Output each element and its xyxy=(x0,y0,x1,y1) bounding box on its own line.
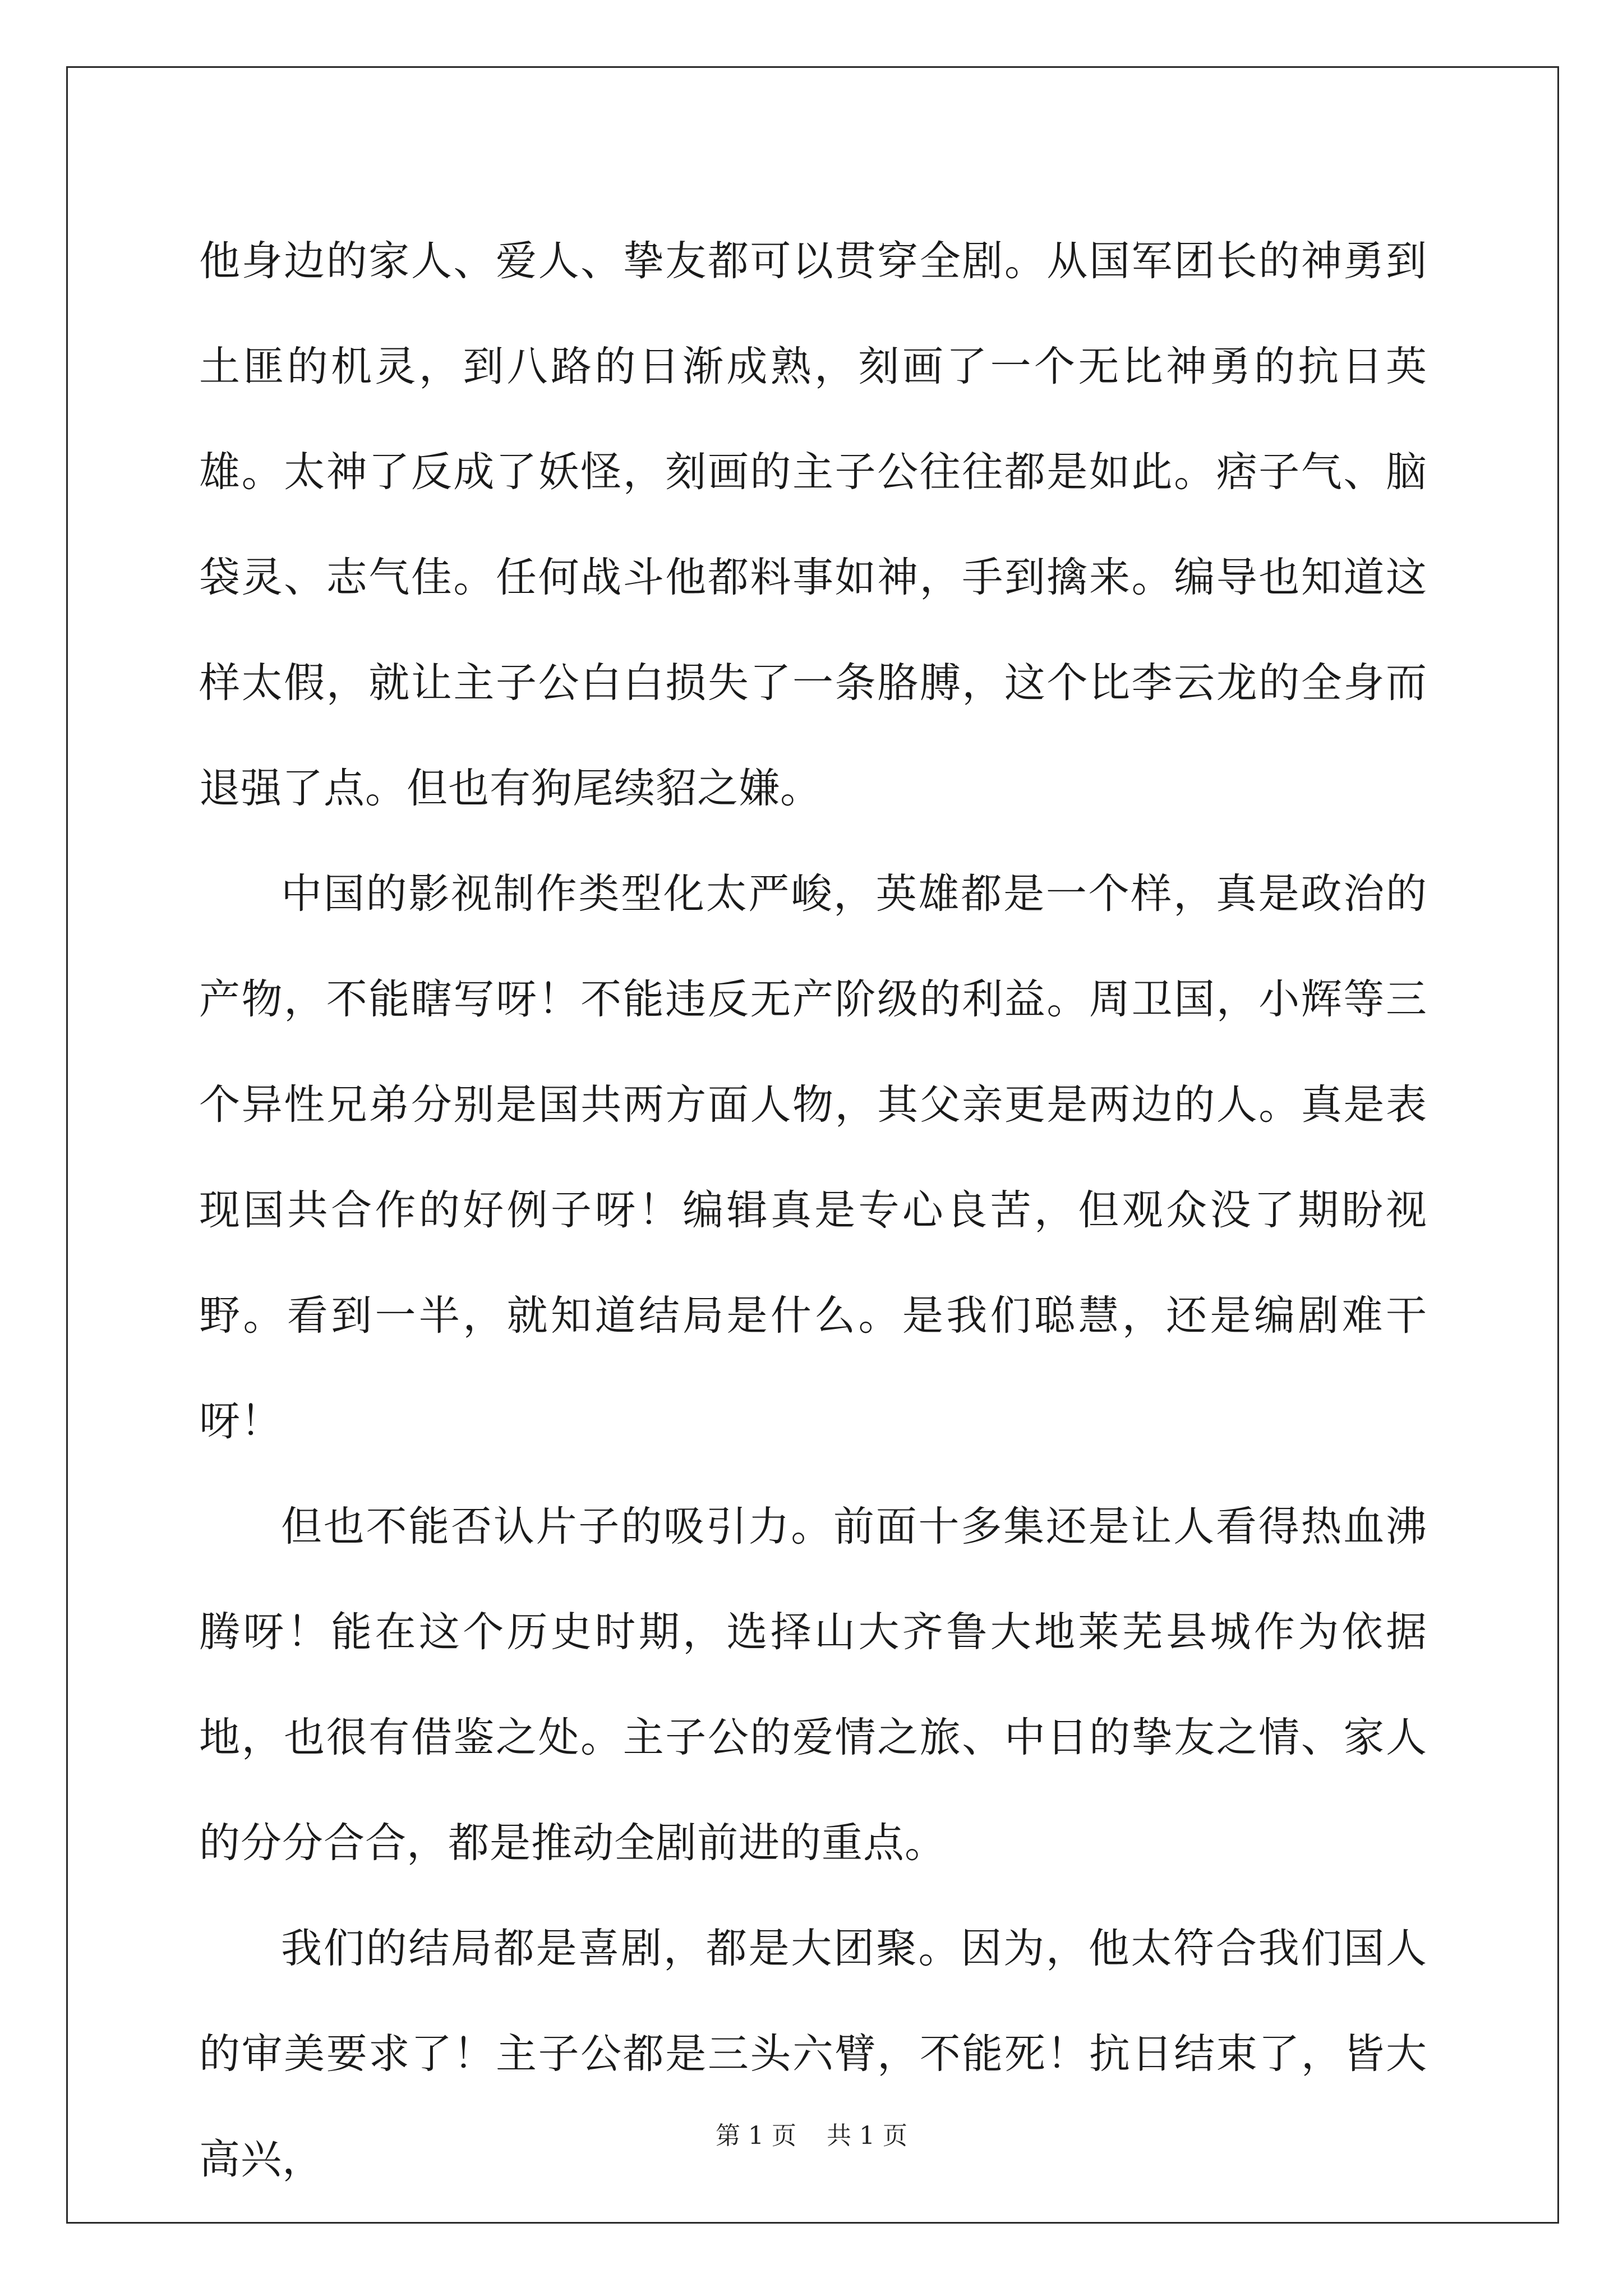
document-body xyxy=(199,209,1427,2212)
page-footer xyxy=(0,2119,1623,2153)
page-total: 共 1 页 xyxy=(827,2122,907,2150)
paragraph-4: 我们的结局都是喜剧，都是大团聚。因为，他太符合我们国人的审美要求了！主子公都是三头六臂，不能死！抗日结束了，皆大高兴， xyxy=(199,1925,1427,2183)
paragraph-3: 但也不能否认片子的吸引力。前面十多集还是让人看得热血沸腾呀！能在这个历史时期，选择山大齐鲁大地莱芜县城作为依据地，也很有借鉴之处。主子公的爱情之旅、中日的挚友之情、家人的分分合合，都是推动全剧前进的重点。 xyxy=(199,1503,1427,1867)
paragraph-1: 他身边的家人、爱人、挚友都可以贯穿全剧。从国军团长的神勇到土匪的机灵，到八路的日渐成熟，刻画了一个无比神勇的抗日英雄。太神了反成了妖怪，刻画的主子公往往都是如此。痞子气、脑袋灵、志气佳。任何战斗他都料事如神，手到擒来。编导也知道这样太假，就让主子公白白损失了一条胳膊，这个比李云龙的全身而退强了点。但也有狗尾续貂之嫌。 xyxy=(199,237,1427,812)
paragraph-2: 中国的影视制作类型化太严峻，英雄都是一个样，真是政治的产物，不能瞎写呀！不能违反无产阶级的利益。周卫国，小辉等三个异性兄弟分别是国共两方面人物，其父亲更是两边的人。真是表现国共合作的好例子呀！编辑真是专心良苦，但观众没了期盼视野。看到一半，就知道结局是什么。是我们聪慧，还是编剧难干呀！ xyxy=(199,870,1427,1445)
page-number: 第 1 页 xyxy=(716,2122,796,2150)
